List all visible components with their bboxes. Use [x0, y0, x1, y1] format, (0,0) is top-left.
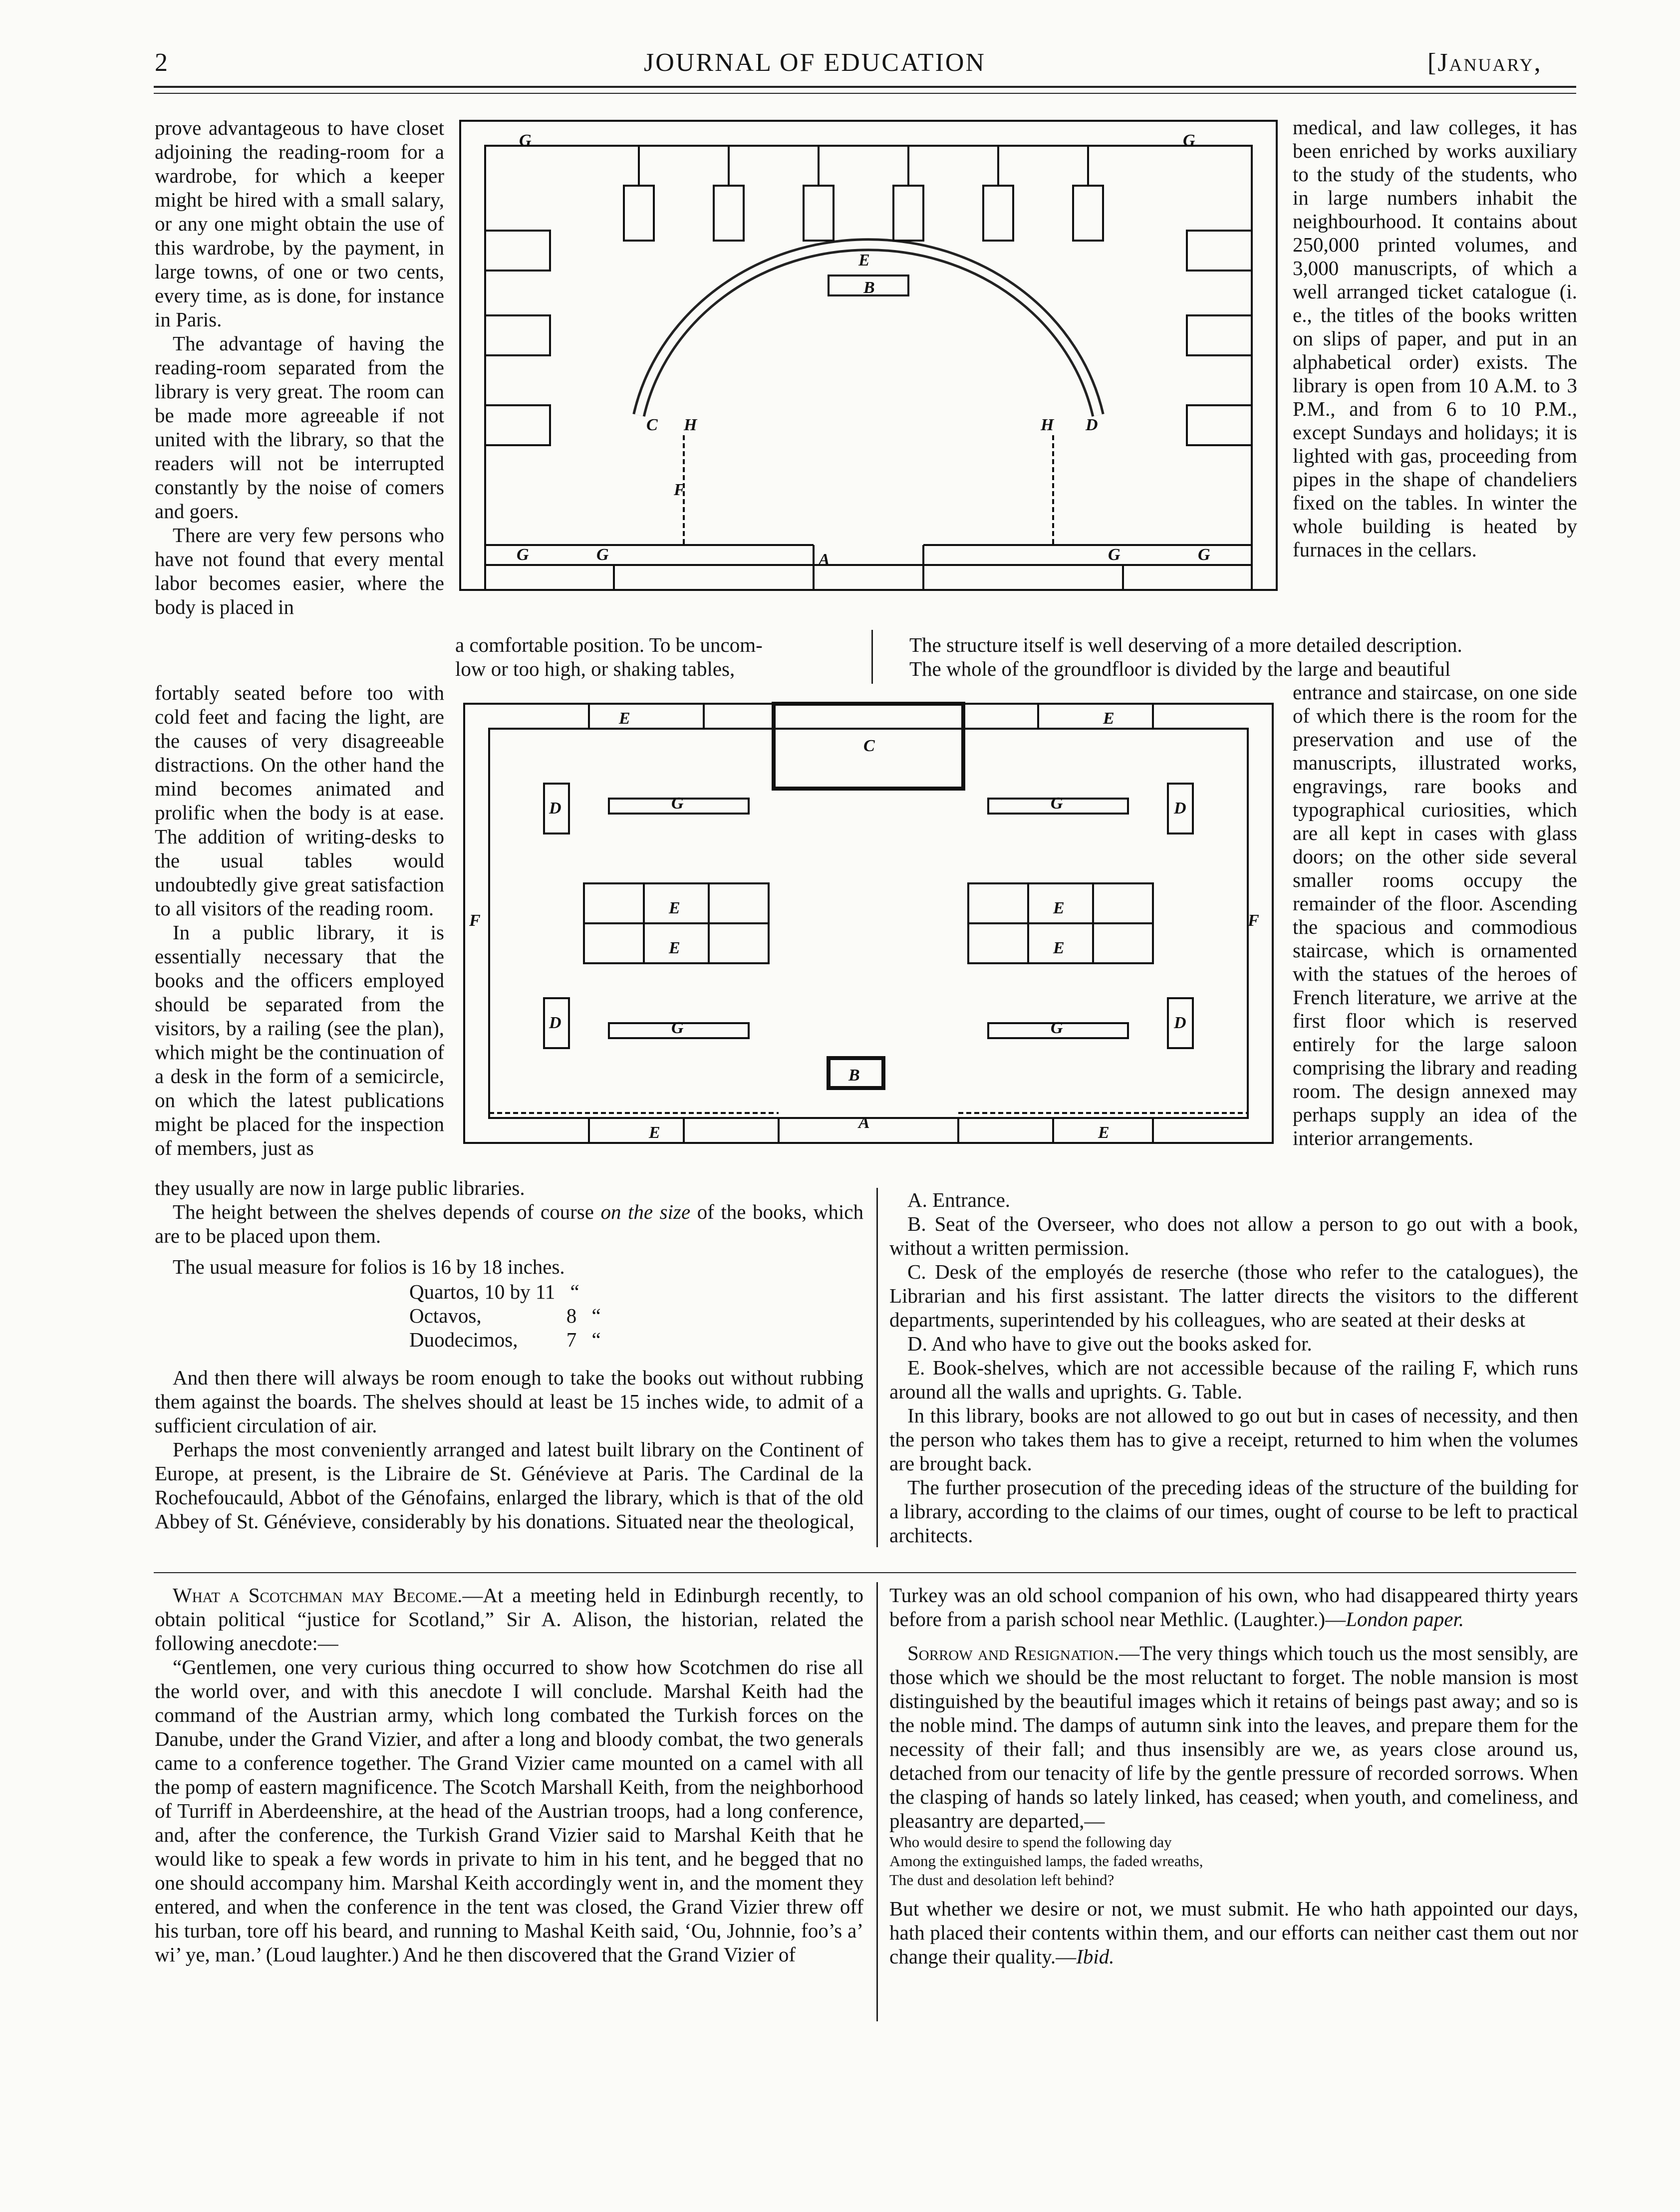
legend-item: D. And who have to give out the books asked for. — [907, 1332, 1312, 1355]
left-column-lower — [155, 1176, 863, 1279]
plan-label-g: G — [517, 546, 529, 564]
plan-label-e: E — [649, 1123, 660, 1142]
plan-label-e: E — [1103, 709, 1115, 728]
page-number: 2 — [155, 48, 169, 77]
scotchman-article: What a Scotchman may Become.—At a meeting held in Edinburgh recently, to obtain political “justice for Scotland,” Sir A. Alison, the historian, related the following anecdote:— “Gentlemen, one very curious thing occurred to show how Scotchmen do rise all the world over, and with this anecdote I will conclude. Marshal Keith had the command of the Austrian army, which long combated the Turkish forces on the Danube, under the Grand Vizier, and after a long and bloody combat, the two generals came to a conference together. The Grand Vizier came mounted on a camel with all the pomp of eastern magnificence. The Scotch Marshall Keith, from the neighborhood of Turriff in Aberdeenshire, at the head of the Austrian troops, had a long conference, and, after the conference, the Turkish Grand Vizier said to Marshal Keith that he would like to speak a few words in private to him in his tent, and he begged that no one should accompany him. Marshal Keith accordingly went in, and the moment they entered, and when the conference in the tent was closed, the Grand Vizier threw off his turban, tore off his beard, and running to Mashal Keith said, ‘Ou, Johnnie, foo’s a’ wi’ ye, man.’ (Loud laughter.) And he then discovered that the Grand Vizier of — [155, 1584, 863, 1966]
bridge-line-left-2: low or too high, or shaking tables, — [455, 657, 735, 680]
plan-label-d: D — [1174, 799, 1186, 818]
header-rule-bottom — [154, 93, 1576, 94]
poem-line: Among the extinguished lamps, the faded wreaths, — [889, 1852, 1203, 1870]
sorrow-article: Turkey was an old school companion of his own, who had disappeared thirty years before from a parish school near Methlic. (Laughter.)—London paper. Sorrow and Resignation.—The very things which touch us the most sensibly, are those which we should be the most reluctant to forget. The noble mansion is most distinguished by the beautiful images which it retains of beings past away; and so is the noble mind. The damps of autumn sink into the leaves, and prepare them for the necessity of their fall; and thus insensibly are we, as years close around us, detached from our tenacity of life by the gentle pressure of recorded sorrows. When the clasping of hands so lately linked, has ceased; when youth, and comeliness, and pleasantry are departed,— Who would desire to spend the following day Among the extinguished lamps, the faded wreaths, The dust and desolation left behind? But whether we desire or not, we must submit. He who hath appointed our days, hath placed their contents within them, and our efforts can neither cast them out nor change their quality.—Ibid. — [889, 1584, 1578, 1968]
plan-label-e: E — [619, 709, 630, 728]
right-column-middle — [1293, 681, 1577, 1150]
plan-label-f: F — [1248, 911, 1259, 930]
paragraph: they usually are now in large public libraries. — [155, 1176, 525, 1199]
plan-label-h: H — [684, 416, 697, 434]
plan-label-c: C — [646, 416, 658, 434]
paragraph: The height between the shelves depends of course on the size of the books, which are to be placed upon them. — [155, 1200, 863, 1247]
left-column-middle — [155, 681, 444, 1160]
plan-label-d: D — [549, 799, 561, 818]
plan-label-e: E — [1098, 1123, 1110, 1142]
plan-label-h: H — [1041, 416, 1054, 434]
right-column-upper — [1293, 116, 1577, 561]
plan-label-b: B — [848, 1066, 860, 1085]
plan-label-d: D — [1174, 1014, 1186, 1032]
plan-label-g: G — [1051, 1019, 1063, 1037]
upper-floor-plan — [449, 116, 1288, 620]
plan-label-e: E — [669, 899, 680, 917]
plan-label-g: G — [1108, 546, 1120, 564]
column-divider — [871, 630, 873, 684]
paragraph: The advantage of having the reading-room separated from the library is very great. The room can be made more agreeable if not united with the library, so that the readers will not be interrupted constantly by the noise of comers and goers. — [155, 332, 444, 523]
plan-label-a: A — [819, 551, 830, 569]
paragraph: In this library, books are not allowed to go out but in cases of necessity, and then the person who takes them has to give a receipt, returned to him when the volumes are brought back. — [889, 1404, 1578, 1475]
paragraph: medical, and law colleges, it has been enriched by works auxiliary to the study of the students, who in large numbers inhabit the neighbourhood. It contains about 250,000 printed volumes, and 3,000 manuscripts, of which a well arranged ticket catalogue (i. e., the titles of the books written on slips of paper, and put in an alphabetical order) exists. The library is open from 10 A.M. to 3 P.M., and from 6 to 10 P.M., except Sundays and holidays; it is lighted with gas, proceeding from pipes in the shape of chandeliers fixed on the tables. In winter the whole building is heated by furnaces in the cellars. — [1293, 116, 1577, 561]
plan-label-e: E — [858, 251, 870, 270]
plan-label-b: B — [863, 278, 875, 297]
column-divider — [876, 1582, 878, 2021]
poem-line: Who would desire to spend the following day — [889, 1833, 1172, 1851]
paragraph: entrance and staircase, on one side of which there is the room for the preservation and use of the manuscripts, illustrated works, engravings, rare books and typographical curiosities, which are all kept in cases with glass doors; on the other side several smaller rooms occupy the remainder of the floor. Ascending the spacious and commodious staircase, which is ornamented with the statues of the heroes of French literature, we arrive at the first floor which is reserved entirely for the large saloon comprising the library and reading room. The design annexed may perhaps supply an idea of the interior arrangements. — [1293, 681, 1577, 1149]
plan-label-g: G — [1183, 131, 1195, 150]
bridge-line-right-1: The structure itself is well deserving of a more detailed description. — [909, 633, 1462, 656]
left-column-bottom — [155, 1366, 863, 1533]
column-divider — [876, 1188, 878, 1547]
paragraph: Perhaps the most conveniently arranged and latest built library on the Continent of Europe, at present, is the Libraire de St. Génévieve at Paris. The Cardinal de la Rochefoucauld, Abbot of the Génofains, enlarged the library, which is that of the old Abbey of St. Génévieve, considerably by his donations. Situated near the theological, — [155, 1438, 863, 1533]
article-title: What a Scotchman may Become. — [173, 1584, 463, 1607]
plan-label-g: G — [1198, 546, 1210, 564]
plan-label-f: F — [674, 481, 685, 499]
measure-row: Quartos, 10 by 11 “ — [409, 1280, 579, 1303]
plan-label-g: G — [519, 131, 532, 150]
lower-floor-plan — [449, 689, 1288, 1168]
bridge-line-left-1: a comfortable position. To be uncom- — [455, 633, 763, 656]
measure-intro: The usual measure for folios is 16 by 18 inches. — [173, 1255, 565, 1278]
measure-row: Octavos, 8 “ — [409, 1304, 601, 1327]
plan-label-g: G — [596, 546, 609, 564]
poem-line: The dust and desolation left behind? — [889, 1871, 1115, 1889]
plan-label-d: D — [1086, 416, 1098, 434]
legend-item: C. Desk of the employés de reserche (those who refer to the catalogues), the Librarian and his first assistant. The latter directs the visitors to the different departments, superintended by his colleagues, who are seated at their desks at — [889, 1260, 1578, 1331]
plan-label-g: G — [671, 794, 684, 813]
paragraph: In a public library, it is essentially necessary that the books and the officers employed should be separated from the visitors, by a railing (see the plan), which might be the continuation of a desk in the form of a semicircle, on which the latest publications might be placed for the inspection of members, just as — [155, 921, 444, 1159]
article-title: Sorrow and Resignation. — [907, 1642, 1120, 1664]
right-column-lower — [889, 1188, 1578, 1547]
plan-label-d: D — [549, 1014, 561, 1032]
paragraph: And then there will always be room enough to take the books out without rubbing them against the boards. The shelves should at least be 15 inches wide, to admit of a sufficient circulation of air. — [155, 1366, 863, 1437]
plan-label-e: E — [1053, 899, 1065, 917]
issue-date: [January, — [1427, 48, 1542, 77]
header-rule-top — [154, 86, 1576, 88]
plan-label-f: F — [469, 911, 481, 930]
paragraph: There are very few persons who have not found that every mental labor becomes easier, where the body is placed in — [155, 524, 444, 618]
plan-label-a: A — [858, 1113, 870, 1132]
plan-label-e: E — [1053, 939, 1065, 957]
legend-item: E. Book-shelves, which are not accessible because of the railing F, which runs around all the walls and uprights. G. Table. — [889, 1356, 1578, 1403]
section-rule — [154, 1572, 1576, 1573]
paragraph: The further prosecution of the preceding ideas of the structure of the building for a library, according to the claims of our times, ought of course to be left to practical architects. — [889, 1476, 1578, 1547]
left-column-upper — [155, 116, 444, 619]
legend-item: A. Entrance. — [907, 1188, 1011, 1211]
paragraph: “Gentlemen, one very curious thing occurred to show how Scotchmen do rise all the world over, and with this anecdote I will conclude. Marshal Keith had the command of the Austrian army, which long combated the Turkish forces on the Danube, under the Grand Vizier, and after a long and bloody combat, the two generals came to a conference together. The Grand Vizier came mounted on a camel with all the pomp of eastern magnificence. The Scotch Marshall Keith, from the neighborhood of Turriff in Aberdeenshire, at the head of the Austrian troops, had a long conference, and, after the conference, the Turkish Grand Vizier said to Marshal Keith that he would like to speak a few words in private to him in his tent, and he begged that no one should accompany him. Marshal Keith accordingly went in, and the moment they entered, and when the conference in the tent was closed, the Grand Vizier threw off his turban, tore off his beard, and running to Mashal Keith said, ‘Ou, Johnnie, foo’s a’ wi’ ye, man.’ (Loud laughter.) And he then discovered that the Grand Vizier of — [155, 1656, 863, 1966]
plan-label-e: E — [669, 939, 680, 957]
plan-label-c: C — [863, 737, 875, 755]
paragraph: fortably seated before too with cold feet and facing the light, are the causes of very disagreeable distractions. On the other hand the mind becomes animated and prolific when the body is at ease. The addition of writing-desks to the usual tables would undoubtedly give great satisfaction to all visitors of the reading room. — [155, 681, 444, 920]
plan-label-g: G — [1051, 794, 1063, 813]
journal-title: JOURNAL OF EDUCATION — [644, 48, 986, 77]
measure-row: Duodecimos, 7 “ — [409, 1328, 601, 1351]
legend-item: B. Seat of the Overseer, who does not allow a person to go out with a book, without a written permission. — [889, 1212, 1578, 1259]
paragraph: prove advantageous to have closet adjoining the reading-room for a wardrobe, for which a keeper might be hired with a small salary, or any one might obtain the use of this wardrobe, by the payment, in large towns, of one or two cents, every time, as is done, for instance in Paris. — [155, 116, 444, 331]
plan-label-g: G — [671, 1019, 684, 1037]
bridge-line-right-2: The whole of the groundfloor is divided by the large and beautiful — [909, 657, 1451, 680]
